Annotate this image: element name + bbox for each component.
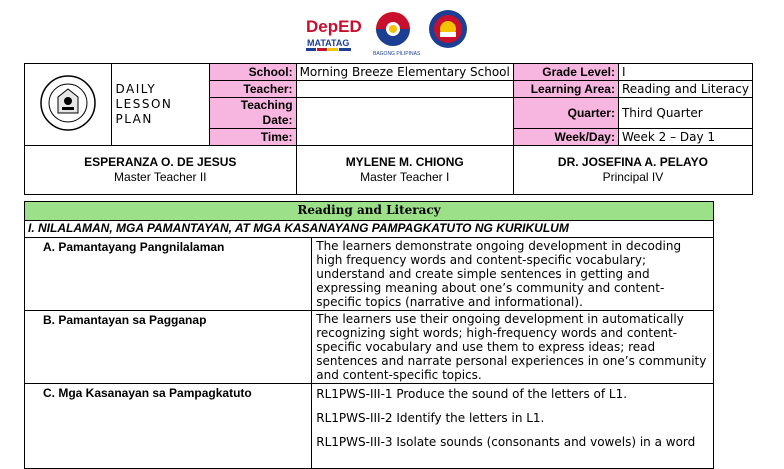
bagong-pilipinas-text: BAGONG PILIPINAS (373, 51, 421, 57)
learning-competencies-label: C. Mga Kasanayan sa Pampagkatuto (25, 384, 312, 469)
bagong-pilipinas-logo (373, 12, 421, 57)
content-standard-row (25, 238, 714, 311)
teaching-date-label: Teaching Date: (210, 98, 296, 129)
daily-lesson-plan-title (112, 64, 210, 146)
deped-seal-icon (38, 73, 98, 133)
signatory-3-name: DR. JOSEFINA A. PELAYO (557, 155, 708, 169)
signatory-1 (25, 146, 297, 195)
quarter-label: Quarter: (513, 98, 618, 129)
content-standard-text[interactable]: The learners demonstrate ongoing development in decoding high frequency words and content-specific vocabulary; understand and create simple sentences in getting and expressing meaning about one’s community and content-specific topics (narrative and informational). (312, 238, 714, 311)
time-label: Time: (210, 129, 296, 146)
signatory-1-title: Master Teacher II (114, 170, 207, 184)
performance-standard-text[interactable]: The learners use their ongoing development in automatically recognizing sight words; high-frequency words and content-specific vocabulary and use them to express ideas; read sentences and narrate personal experiences in one’s community and content-specific topics. (312, 311, 714, 384)
week-day-label: Week/Day: (513, 129, 618, 146)
division-seal-logo (429, 10, 467, 48)
school-label: School: (210, 64, 296, 81)
signatory-2-title: Master Teacher I (360, 170, 450, 184)
section-heading: I. NILALAMAN, MGA PAMANTAYAN, AT MGA KASANAYANG PAMPAGKATUTO NG KURIKULUM (25, 221, 714, 238)
lesson-content-table (24, 201, 714, 469)
subject-title: Reading and Literacy (25, 202, 714, 221)
learning-area-label: Learning Area: (513, 81, 618, 98)
title-line-2: LESSON (115, 97, 173, 111)
signatory-1-name: ESPERANZA O. DE JESUS (84, 155, 237, 169)
quarter-value[interactable]: Third Quarter (618, 98, 752, 129)
learning-competencies-text[interactable] (312, 384, 714, 469)
logo-group (300, 8, 490, 58)
lesson-plan-header-table (24, 63, 753, 195)
deped-logo (306, 17, 362, 51)
competency-item: RL1PWS-III-3 Isolate sounds (consonants and vowels) in a word (316, 435, 696, 449)
school-value[interactable]: Morning Breeze Elementary School (296, 64, 513, 81)
learning-area-value[interactable]: Reading and Literacy (618, 81, 752, 98)
signatory-2 (296, 146, 513, 195)
matatag-logo-text: MATATAG (307, 38, 350, 48)
grade-level-value[interactable]: I (618, 64, 752, 81)
content-standard-label: A. Pamantayang Pangnilalaman (25, 238, 312, 311)
teacher-label: Teacher: (210, 81, 296, 98)
header-logos (300, 8, 490, 58)
title-line-1: DAILY (115, 82, 157, 96)
teaching-date-value[interactable] (296, 98, 513, 146)
signatories-row (25, 146, 753, 195)
signatory-2-name: MYLENE M. CHIONG (345, 155, 464, 169)
grade-level-label: Grade Level: (513, 64, 618, 81)
week-day-value[interactable]: Week 2 – Day 1 (618, 129, 752, 146)
performance-standard-row (25, 311, 714, 384)
signatory-3 (513, 146, 752, 195)
competency-item: RL1PWS-III-1 Produce the sound of the letters of L1. (316, 387, 628, 401)
title-line-3: PLAN (115, 112, 153, 126)
signatory-3-title: Principal IV (602, 170, 664, 184)
deped-seal-cell (25, 64, 112, 146)
teacher-value[interactable] (296, 81, 513, 98)
competency-item: RL1PWS-III-2 Identify the letters in L1. (316, 411, 545, 425)
learning-competencies-row (25, 384, 714, 469)
deped-logo-text: DepED (306, 17, 362, 36)
performance-standard-label: B. Pamantayan sa Pagganap (25, 311, 312, 384)
